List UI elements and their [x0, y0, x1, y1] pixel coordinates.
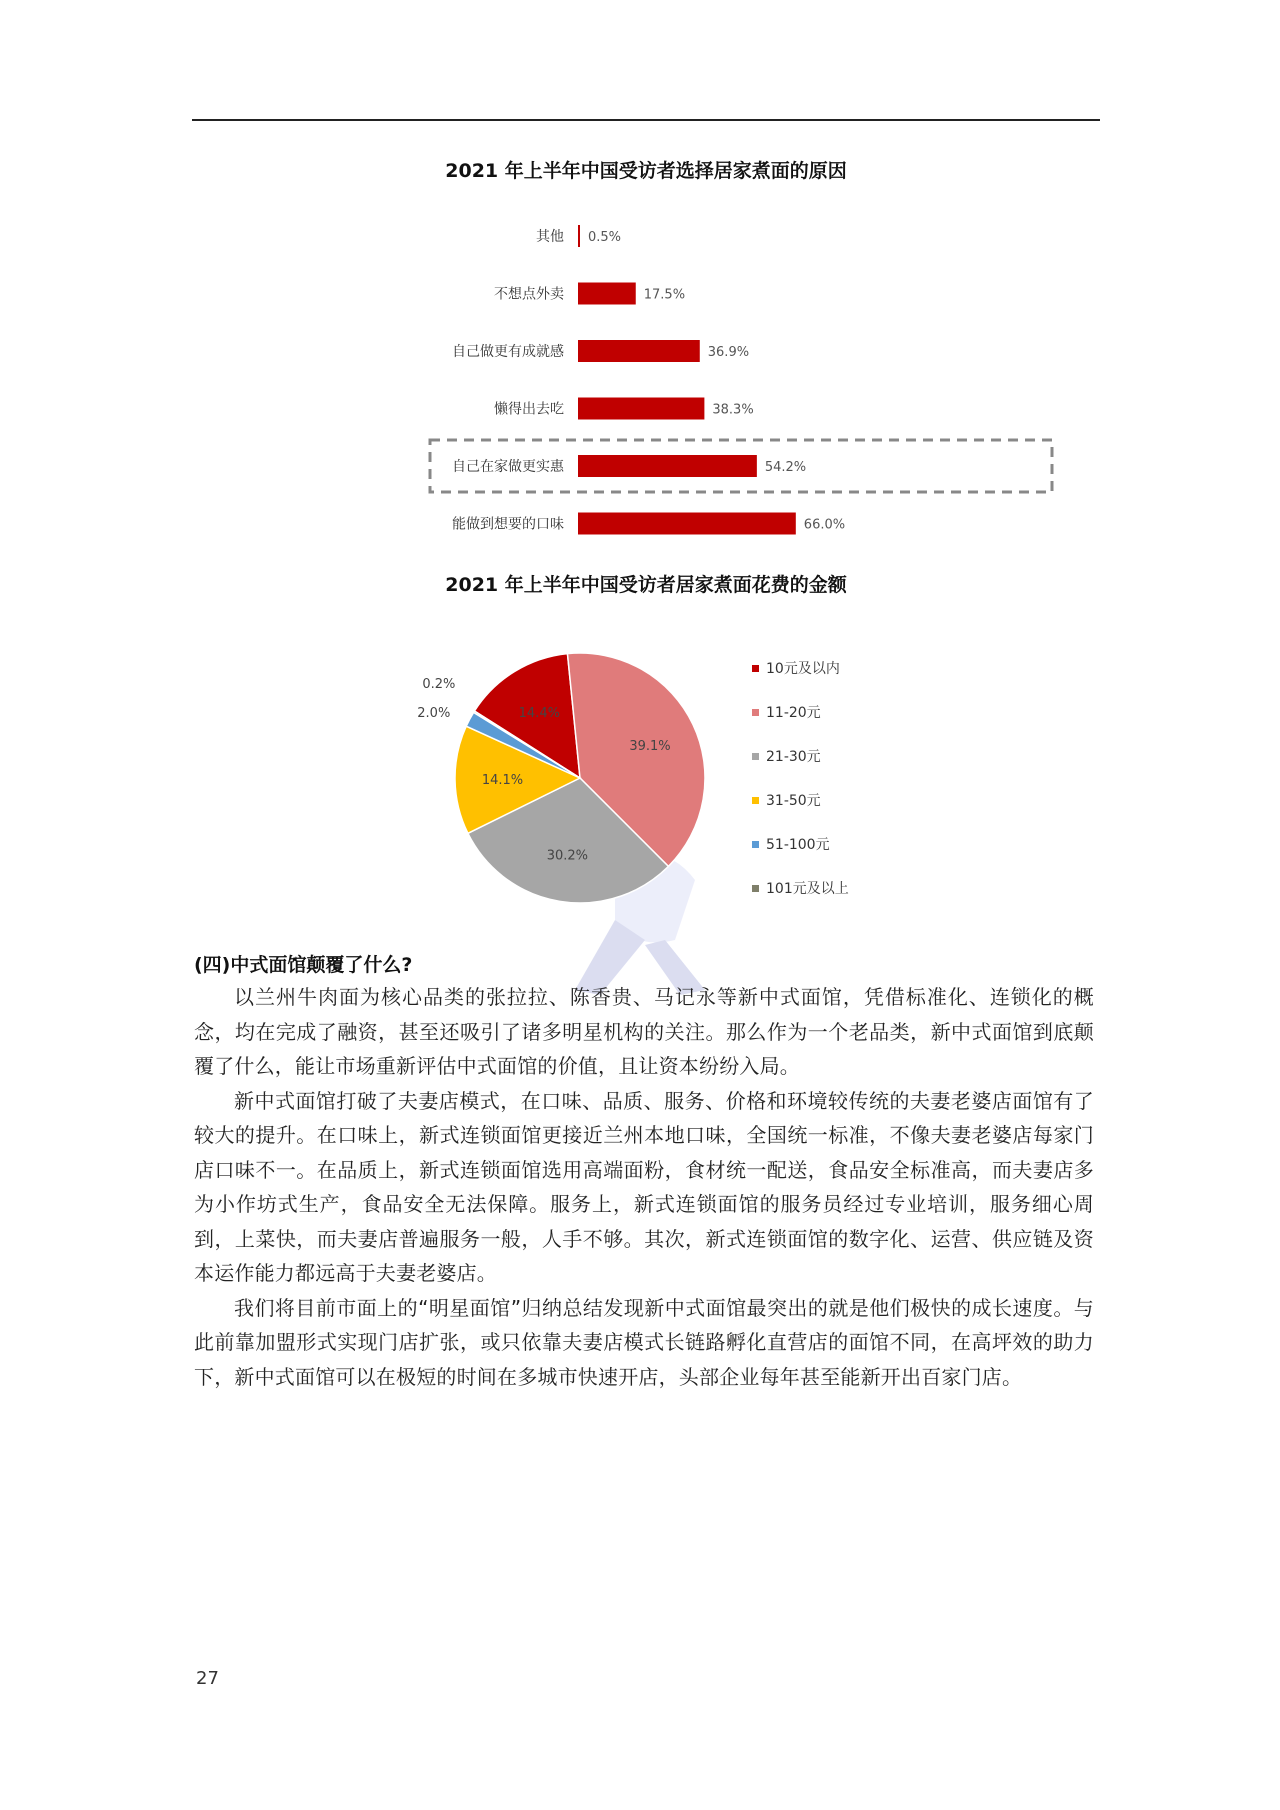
- bar-category-label: 不想点外卖: [494, 286, 564, 303]
- paragraph: 新中式面馆打破了夫妻店模式，在口味、品质、服务、价格和环境较传统的夫妻老婆店面馆有了较大的提升。在口味上，新式连锁面馆更接近兰州本地口味，全国统一标准，不像夫妻老婆店每家门店口味不一。在品质上，新式连锁面馆选用高端面粉，食材统一配送，食品安全标准高，而夫妻店多为小作坊式生产，食品安全无法保障。服务上，新式连锁面馆的服务员经过专业培训，服务细心周到，上菜快，而夫妻店普遍服务一般，人手不够。其次，新式连锁面馆的数字化、运营、供应链及资本运作能力都远高于夫妻老婆店。: [194, 1088, 1094, 1285]
- page-number: 27: [196, 1668, 219, 1689]
- pie-value-label: 30.2%: [546, 848, 589, 864]
- bar-category-label: 自己做更有成就感: [452, 344, 564, 360]
- pie-chart-title: 2021 年上半年中国受访者居家煮面花费的金额: [445, 574, 847, 596]
- bar-category-label: 能做到想要的口味: [452, 516, 564, 533]
- bar: [578, 340, 700, 362]
- paragraph: 我们将目前市面上的“明星面馆”归纳总结发现新中式面馆最突出的就是他们极快的成长速度。与此前靠加盟形式实现门店扩张，或只依靠夫妻店模式长链路孵化直营店的面馆不同，在高坪效的助力下，新中式面馆可以在极短的时间在多城市快速开店，头部企业每年甚至能新开出百家门店。: [194, 1295, 1094, 1389]
- bar: [578, 455, 757, 477]
- bar-value-label: 66.0%: [803, 517, 846, 533]
- pie-value-label: 39.1%: [629, 738, 671, 754]
- bar: [578, 513, 796, 535]
- pie-chart: [380, 628, 900, 928]
- bar-value-label: 36.9%: [707, 345, 750, 360]
- bar-chart: [192, 210, 1100, 550]
- bar-category-label: 其他: [536, 229, 564, 245]
- legend-swatch: [752, 885, 759, 892]
- pie-value-label: 14.1%: [481, 773, 524, 789]
- bar-value-label: 38.3%: [712, 402, 754, 418]
- pie-value-label: 2.0%: [417, 705, 451, 721]
- bar-category-label: 自己在家做更实惠: [452, 459, 564, 475]
- body-text: [194, 980, 1094, 1394]
- bar-value-label: 0.5%: [588, 230, 622, 245]
- bar: [578, 283, 636, 305]
- legend-swatch: [752, 665, 759, 672]
- legend-swatch: [752, 753, 759, 760]
- pie-value-label: 0.2%: [422, 677, 456, 693]
- legend-label: 11-20元: [766, 705, 821, 721]
- legend-label: 31-50元: [766, 793, 821, 809]
- pie-value-label: 14.4%: [518, 706, 560, 722]
- legend-swatch: [752, 841, 759, 848]
- legend-label: 51-100元: [766, 837, 830, 853]
- legend-label: 21-30元: [766, 749, 821, 765]
- bar-chart-title: 2021 年上半年中国受访者选择居家煮面的原因: [445, 160, 847, 182]
- paragraph: 以兰州牛肉面为核心品类的张拉拉、陈香贵、马记永等新中式面馆，凭借标准化、连锁化的概念，均在完成了融资，甚至还吸引了诸多明星机构的关注。那么作为一个老品类，新中式面馆到底颠覆了什么，能让市场重新评估中式面馆的价值，且让资本纷纷入局。: [194, 985, 1094, 1078]
- bar-value-label: 54.2%: [764, 460, 807, 475]
- section-heading: (四)中式面馆颠覆了什么?: [194, 954, 413, 976]
- legend-swatch: [752, 709, 759, 716]
- legend-label: 10元及以内: [766, 661, 840, 677]
- bar-value-label: 17.5%: [643, 287, 686, 303]
- header-rule: [192, 119, 1100, 121]
- bar-category-label: 懒得出去吃: [494, 401, 564, 418]
- bar: [578, 225, 580, 247]
- legend-label: 101元及以上: [766, 881, 849, 897]
- legend-swatch: [752, 797, 759, 804]
- bar: [578, 398, 704, 420]
